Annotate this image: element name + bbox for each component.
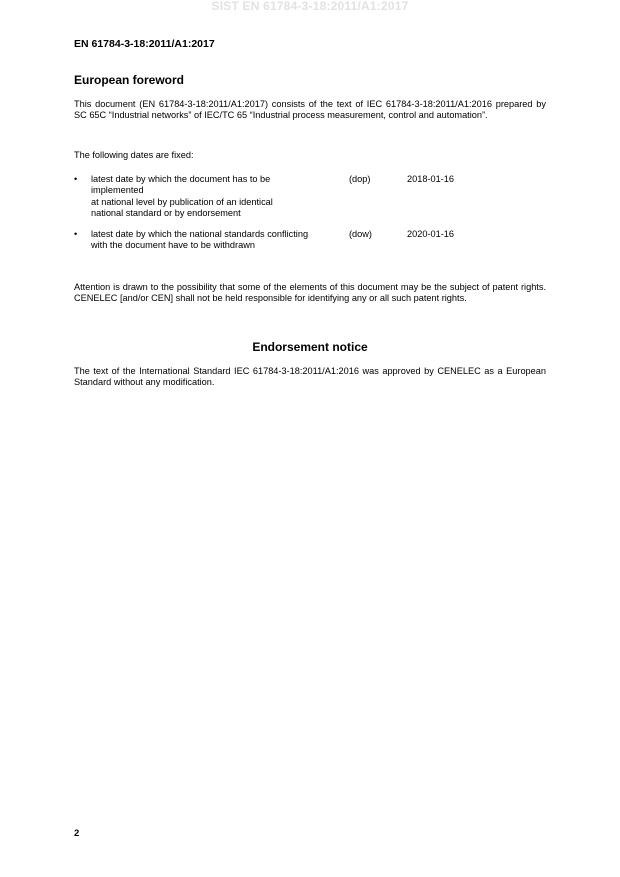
- bullet-dow: •: [74, 229, 78, 239]
- dow-description: [91, 229, 351, 252]
- dop-description-line: national standard or by endorsement: [91, 208, 241, 219]
- dow-description-line: with the document have to be withdrawn: [91, 240, 255, 251]
- dop-description-line: implemented: [91, 185, 144, 196]
- foreword-intro-paragraph: This document (EN 61784-3-18:2011/A1:2017) consists of the text of IEC 61784-3-18:2011/A1:2016 prepared by SC 65C “Industrial networks” of IEC/TC 65 “Industrial process measurement, control and automation”.: [74, 99, 546, 121]
- patent-attention-paragraph: Attention is drawn to the possibility that some of the elements of this document may be the subject of patent rights. CENELEC [and/or CEN] shall not be held responsible for identifying any or all such patent rights.: [74, 282, 546, 304]
- dop-date: 2018-01-16: [407, 174, 454, 184]
- dop-description: [91, 174, 341, 220]
- dates-intro-paragraph: The following dates are fixed:: [74, 150, 194, 160]
- page-number: 2: [74, 828, 80, 839]
- dop-description-line: latest date by which the document has to be: [91, 174, 271, 184]
- endorsement-notice-heading: Endorsement notice: [252, 340, 368, 354]
- watermark: SIST EN 61784-3-18:2011/A1:2017: [211, 0, 409, 13]
- dop-description-line: at national level by publication of an identical: [91, 196, 273, 207]
- dow-abbreviation: (dow): [349, 229, 372, 239]
- dow-description-line: latest date by which the national standards conflicting: [91, 229, 309, 239]
- document-id-header: EN 61784-3-18:2011/A1:2017: [74, 38, 215, 50]
- bullet-dop: •: [74, 174, 78, 184]
- endorsement-paragraph: The text of the International Standard IEC 61784-3-18:2011/A1:2016 was approved by CENELEC as a European Standard without any modification.: [74, 366, 546, 388]
- dop-abbreviation: (dop): [349, 174, 371, 184]
- dow-date: 2020-01-16: [407, 229, 454, 239]
- european-foreword-heading: European foreword: [74, 73, 185, 87]
